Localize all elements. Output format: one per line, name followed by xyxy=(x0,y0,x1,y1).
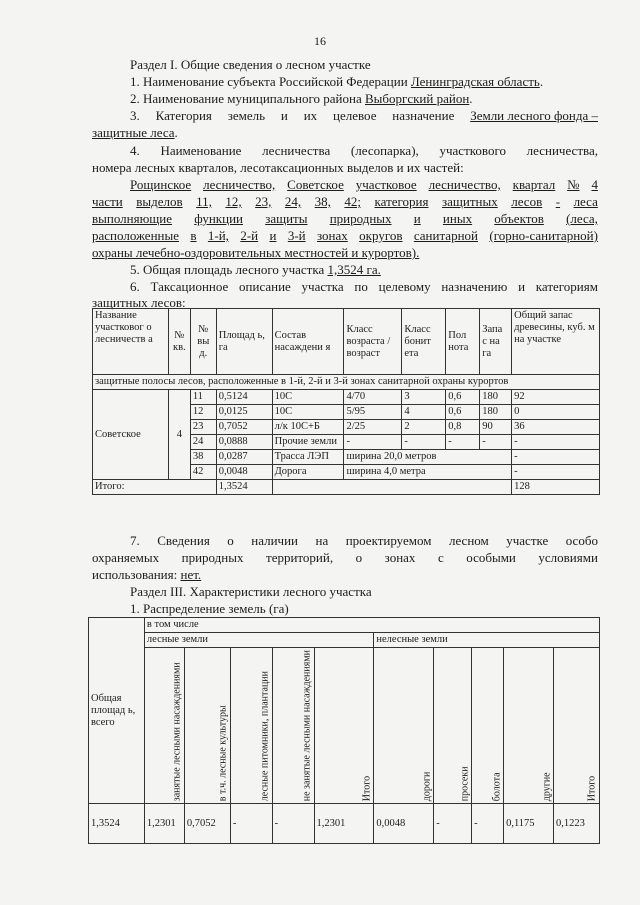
table-cell: 24 xyxy=(190,435,216,450)
text-word: иных xyxy=(442,211,473,226)
text-word: на xyxy=(315,533,329,548)
table-cell: - xyxy=(480,435,512,450)
text-word: округов xyxy=(359,228,403,243)
text-word: зонах xyxy=(384,550,416,565)
section-1-title: Раздел I. Общие сведения о лесном участке xyxy=(130,57,371,72)
text-word: Выборгский район xyxy=(364,91,470,106)
table-cell: 0,6 xyxy=(446,390,480,405)
table-cell: - xyxy=(512,465,600,480)
item-6-line2: защитных лесов: xyxy=(92,295,186,310)
text-word: функции xyxy=(194,211,243,226)
table-cell: не занятые лесными насаждениями xyxy=(272,648,314,804)
table-cell: 2 xyxy=(402,420,446,435)
table-cell: 0,1223 xyxy=(553,804,599,844)
table-cell: 4 xyxy=(402,405,446,420)
item-2 xyxy=(130,91,473,107)
table-cell: 0 xyxy=(512,405,600,420)
table-cell: - xyxy=(446,435,480,450)
table-cell: Итого xyxy=(314,648,374,804)
text-word: использования: xyxy=(92,567,178,582)
text-word: 2-й xyxy=(240,228,259,243)
table-cell: 0,6 xyxy=(446,405,480,420)
text-word: 1-й, xyxy=(207,228,229,243)
text-word: . xyxy=(539,74,544,89)
section-3-title: Раздел III. Характеристики лесного участка xyxy=(130,584,372,599)
text-word: лесном xyxy=(448,533,489,548)
text-word: по xyxy=(354,279,368,294)
text-word: 11, xyxy=(196,194,212,209)
item-4-detail-line3 xyxy=(92,211,598,227)
table-cell: 0,0287 xyxy=(216,450,272,465)
header-vozrast: Класс возраста /возраст xyxy=(344,309,402,375)
text-word: 3. xyxy=(130,108,140,123)
table-cell: - xyxy=(472,804,504,844)
item-7-line2 xyxy=(92,550,598,566)
table-cell: 0,0888 xyxy=(216,435,272,450)
table-cell: - xyxy=(512,450,600,465)
text-word: 3-й xyxy=(287,228,306,243)
table-cell: - xyxy=(402,435,446,450)
table-cell: Трасса ЛЭП xyxy=(272,450,344,465)
text-word: 4. xyxy=(130,143,140,158)
table-cell: дороги xyxy=(374,648,434,804)
table-cell: 23 xyxy=(190,420,216,435)
item-1 xyxy=(130,74,543,90)
text-word: № xyxy=(567,177,580,192)
item-3-line2 xyxy=(92,125,178,141)
text-word: с xyxy=(437,550,444,565)
text-word: . xyxy=(174,125,178,140)
forest-lands-header: лесные земли xyxy=(144,633,374,648)
table-cell: 180 xyxy=(480,390,512,405)
land-distribution-table xyxy=(88,617,600,844)
text-word: нет. xyxy=(180,567,202,582)
section-3-subtitle: 1. Распределение земель (га) xyxy=(130,601,289,616)
text-word: 1,3524 га. xyxy=(327,262,381,277)
vtom-header: в том числе xyxy=(144,618,599,633)
text-word: и xyxy=(280,108,288,123)
text-word: проектируемом xyxy=(345,533,432,548)
table-cell: 0,5124 xyxy=(216,390,272,405)
table-cell: 0,1175 xyxy=(504,804,554,844)
text-word: 23, xyxy=(255,194,272,209)
table-cell: 0,7052 xyxy=(216,420,272,435)
table-cell: 0,0125 xyxy=(216,405,272,420)
text-word: Таксационное xyxy=(150,279,229,294)
item-4-detail-line1 xyxy=(130,177,598,193)
text-word: о xyxy=(227,533,234,548)
text-word: наличии xyxy=(251,533,299,548)
table-cell: Прочие земли xyxy=(272,435,344,450)
table-header-row xyxy=(93,309,600,375)
table-cell: 3 xyxy=(402,390,446,405)
text-word: 7. xyxy=(130,533,140,548)
text-word: 5. Общая площадь лесного участка xyxy=(130,262,325,277)
text-word: участкового xyxy=(439,143,506,158)
table-cell: - xyxy=(230,804,272,844)
table-cell: 11 xyxy=(190,390,216,405)
text-word: в xyxy=(190,228,197,243)
table-cell: Итого: xyxy=(93,480,217,495)
item-7-line1 xyxy=(130,533,598,549)
table-cell: 42 xyxy=(190,465,216,480)
text-word: защитных xyxy=(441,194,498,209)
text-word: защиты xyxy=(265,211,308,226)
item-4-detail-line4 xyxy=(92,228,598,244)
table-cell: Итого xyxy=(553,648,599,804)
text-word: Ленинградская область xyxy=(410,74,540,89)
table-cell: 2/25 xyxy=(344,420,402,435)
text-word: территорий, xyxy=(266,550,334,565)
text-word: участке xyxy=(506,533,549,548)
table-cell: 36 xyxy=(512,420,600,435)
text-word: защитные леса xyxy=(92,125,175,140)
text-word: Сведения xyxy=(157,533,210,548)
text-word: особо xyxy=(565,533,598,548)
text-word: участковое xyxy=(355,177,417,192)
table-cell: - xyxy=(512,435,600,450)
item-4-line1 xyxy=(130,143,598,159)
nonforest-lands-header: нелесные земли xyxy=(374,633,600,648)
text-word: леса xyxy=(573,194,598,209)
text-word: объектов xyxy=(494,211,544,226)
item-4-detail-line5: охраны лечебно-оздоровительных местностей и курортов). xyxy=(92,245,420,260)
text-word: (горно-санитарной) xyxy=(489,228,598,243)
text-word: Рощинское xyxy=(130,177,192,192)
header-area: Площад ь, га xyxy=(216,309,272,375)
text-word: Категория xyxy=(155,108,212,123)
text-word: 4 xyxy=(591,177,598,192)
item-5 xyxy=(130,262,381,278)
text-word: и xyxy=(413,211,421,226)
table-cell: - xyxy=(434,804,472,844)
text-word: - xyxy=(555,194,561,209)
table-cell: 1,2301 xyxy=(314,804,374,844)
text-word: назначению xyxy=(441,279,508,294)
table-cell: 0,8 xyxy=(446,420,480,435)
text-word: условиями xyxy=(538,550,598,565)
header-zapas-ga: Запа с на га xyxy=(480,309,512,375)
text-word: квартал xyxy=(512,177,556,192)
text-word: выполняющие xyxy=(92,211,173,226)
header-lesnichestvo: Название участковог о лесничеств а xyxy=(93,309,169,375)
table-cell: ширина 4,0 метра xyxy=(344,465,512,480)
item-3-line1 xyxy=(130,108,598,124)
text-word: 24, xyxy=(284,194,302,209)
table-cell: - xyxy=(272,804,314,844)
text-word: лесничество, xyxy=(203,177,276,192)
table-cell: 1,2301 xyxy=(144,804,184,844)
text-word: части xyxy=(92,194,123,209)
table-cell: лесные питомники, плантации xyxy=(230,648,272,804)
kvartal-cell: 4 xyxy=(168,390,190,480)
table-cell: 5/95 xyxy=(344,405,402,420)
table-cell: болота xyxy=(472,648,504,804)
table-cell: 0,7052 xyxy=(184,804,230,844)
table-cell: в т.ч. лесные культуры xyxy=(184,648,230,804)
text-word: о xyxy=(355,550,363,565)
table-cell: 4/70 xyxy=(344,390,402,405)
text-word: 2. Наименование муниципального района xyxy=(130,91,362,106)
table-cell: 10С xyxy=(272,390,344,405)
table-cell: 12 xyxy=(190,405,216,420)
text-word: описание xyxy=(239,279,291,294)
table-cell: 180 xyxy=(480,405,512,420)
table-cell: защитные полосы лесов, расположенные в 1-й, 2-й и 3-й зонах санитарной охраны курортов xyxy=(93,375,600,390)
text-word: выделов xyxy=(136,194,183,209)
item-4-detail-line2 xyxy=(92,194,598,210)
text-word: Земли лесного фонда – xyxy=(470,108,598,123)
header-vydel: № вы д. xyxy=(190,309,216,375)
text-word: лесничества, xyxy=(526,143,598,158)
text-word: (леса, xyxy=(566,211,598,226)
item-4-line2: номера лесных кварталов, лесотаксационных выделов и их частей: xyxy=(92,160,464,175)
text-word: Наименование xyxy=(160,143,242,158)
text-word: 42; xyxy=(344,194,362,209)
table-cell: 0,0048 xyxy=(374,804,434,844)
table-cell: занятые лесными насаждениями xyxy=(144,648,184,804)
header-polnota: Пол нота xyxy=(446,309,480,375)
table-cell: 10С xyxy=(272,405,344,420)
text-word: категориям xyxy=(535,279,598,294)
text-word: лесов xyxy=(511,194,543,209)
text-word: охраняемых xyxy=(92,550,160,565)
text-word: 12, xyxy=(225,194,242,209)
table-cell: другие xyxy=(504,648,554,804)
text-word: их xyxy=(303,108,318,123)
text-word: лесничество, xyxy=(428,177,501,192)
text-word: природных xyxy=(181,550,244,565)
total-area-header: Общая площад ь, всего xyxy=(89,618,145,804)
text-word: санитарной xyxy=(413,228,478,243)
text-word: зонах xyxy=(317,228,348,243)
text-word: . xyxy=(469,91,473,106)
text-word: участка xyxy=(301,279,344,294)
text-word: природных xyxy=(329,211,392,226)
table-cell: 38 xyxy=(190,450,216,465)
header-sostav: Состав насаждени я xyxy=(272,309,344,375)
text-word: и xyxy=(518,279,526,294)
table-group-row xyxy=(93,375,600,390)
table-cell: Дорога xyxy=(272,465,344,480)
table-cell: просеки xyxy=(434,648,472,804)
table-cell: 1,3524 xyxy=(89,804,145,844)
table-cell: 0,0048 xyxy=(216,465,272,480)
table-cell: 92 xyxy=(512,390,600,405)
table-cell xyxy=(272,480,512,495)
table-cell: ширина 20,0 метров xyxy=(344,450,512,465)
text-word: целевому xyxy=(378,279,431,294)
text-word: земель xyxy=(227,108,266,123)
table-total-row xyxy=(93,480,600,495)
text-word: категория xyxy=(374,194,429,209)
text-word: 38, xyxy=(314,194,331,209)
item-6-line1 xyxy=(130,279,598,295)
header-kvartal: № кв. xyxy=(168,309,190,375)
text-word: целевое xyxy=(333,108,377,123)
table-row xyxy=(89,804,600,844)
text-word: (лесопарка), xyxy=(350,143,419,158)
text-word: расположенные xyxy=(92,228,179,243)
taxation-table xyxy=(92,308,600,495)
text-word: лесничества xyxy=(262,143,331,158)
table-cell: 1,3524 xyxy=(216,480,272,495)
page-number: 16 xyxy=(314,34,326,48)
text-word: и xyxy=(269,228,277,243)
table-cell: 90 xyxy=(480,420,512,435)
table-cell: - xyxy=(344,435,402,450)
lesnichestvo-cell: Советское xyxy=(93,390,169,480)
table-cell: л/к 10С+Б xyxy=(272,420,344,435)
text-word: Советское xyxy=(287,177,344,192)
text-word: 6. xyxy=(130,279,140,294)
text-word: назначение xyxy=(392,108,455,123)
text-word: особыми xyxy=(466,550,516,565)
header-zapas: Общий запас древесины, куб. м на участке xyxy=(512,309,600,375)
table-row xyxy=(93,390,600,405)
item-7-line3 xyxy=(92,567,201,583)
header-bonitet: Класс бонит ета xyxy=(402,309,446,375)
table-cell: 128 xyxy=(512,480,600,495)
text-word: 1. Наименование субъекта Российской Федерации xyxy=(130,74,408,89)
